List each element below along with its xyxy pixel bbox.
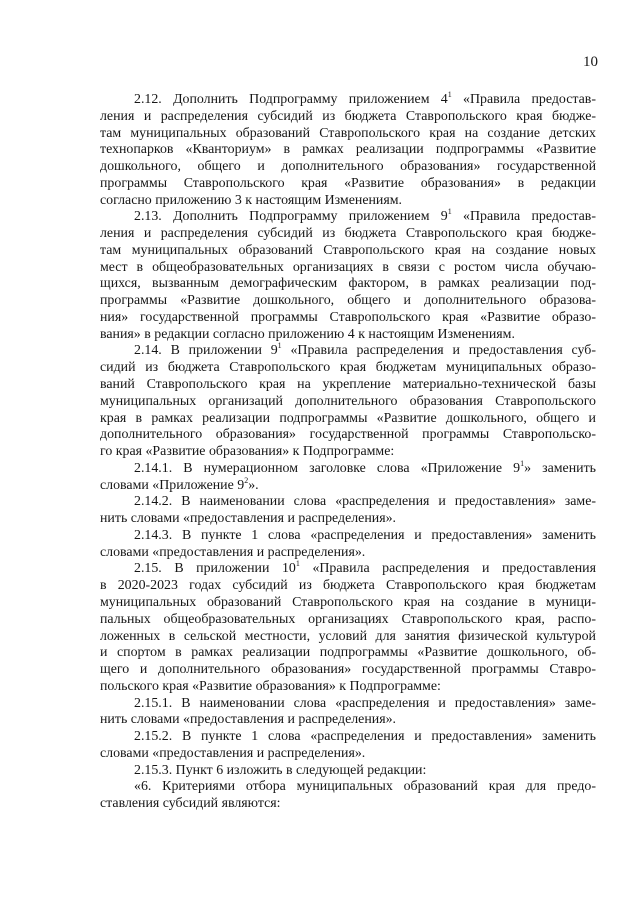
superscript: 1 [447, 90, 452, 99]
text-segment: согласно приложению 3 к настоящим Изменениям. [100, 192, 403, 208]
text-segment: 2.14.3. В пункте 1 слова «распределения и предоставления» заменить [134, 527, 596, 543]
text-segment: 2.12. Дополнить Подпрограмму приложением 4 [134, 92, 448, 107]
text-line [100, 679, 596, 696]
text-line [100, 260, 596, 277]
text-segment: 2.15. В приложении 10 [134, 561, 296, 577]
text-line [100, 629, 596, 646]
text-line [100, 109, 596, 126]
text-line [100, 92, 596, 109]
text-segment: «Правила распределения и предоставления суб- [281, 343, 596, 359]
text-line [100, 226, 596, 243]
text-segment: го края «Развитие образования» к Подпрограмме: [100, 444, 395, 460]
text-line [100, 142, 596, 159]
text-segment: ления и распределения субсидий из бюджета Ставропольского края бюдже- [100, 108, 596, 124]
text-segment: ния» государственной программы Ставропольского края «Развитие образо- [100, 309, 596, 325]
text-segment: и спортом в рамках реализации подпрограммы «Развитие дошкольного, об- [100, 645, 596, 661]
text-line [100, 779, 596, 796]
text-line [100, 545, 596, 562]
text-segment: щего и дополнительного образования» государственной программы Ставро- [100, 662, 596, 678]
text-segment: «Правила предостав- [451, 92, 596, 107]
text-segment: дополнительного образования» государственной программы Ставропольско- [100, 427, 596, 443]
text-segment: нить словами «предоставления и распределения». [100, 712, 397, 728]
superscript: 1 [447, 207, 452, 217]
text-line [100, 595, 596, 612]
text-line [100, 343, 596, 360]
text-line [100, 662, 596, 679]
document-body [100, 92, 596, 813]
text-segment: ставления субсидий являются: [100, 796, 281, 812]
text-segment: «6. Критериями отбора муниципальных образований края для предо- [134, 779, 596, 795]
text-line [100, 612, 596, 629]
text-segment: там муниципальных образований Ставропольского края на создание новых [100, 242, 596, 258]
text-line [100, 377, 596, 394]
text-line [100, 293, 596, 310]
text-line [100, 458, 596, 478]
text-segment: щихся, вызванным демографическим фактором, в рамках реализации под- [100, 276, 596, 292]
text-segment: «Правила предостав- [451, 209, 596, 225]
text-segment: словами «Приложение 9 [100, 477, 245, 493]
text-line [100, 209, 596, 226]
text-segment: 2.15.1. В наименовании слова «распределения и предоставления» заме- [134, 695, 596, 711]
text-segment: муниципальных организаций дополнительного образования Ставропольского [100, 393, 596, 409]
text-line [100, 561, 596, 578]
text-segment: ложенных в сельской местности, условий для занятия физической культурой [100, 628, 596, 644]
page-number: 10 [583, 54, 598, 70]
text-segment: словами «предоставления и распределения». [100, 544, 366, 560]
text-segment: программы «Развитие дошкольного, общего и дополнительного образова- [100, 293, 596, 309]
text-line [100, 763, 596, 780]
text-segment: мест в общеобразовательных организациях в связи с ростом числа обучаю- [100, 259, 596, 275]
text-segment: ваний Ставропольского края на укрепление материально-технической базы [100, 377, 596, 393]
text-segment: 2.15.3. Пункт 6 изложить в следующей редакции: [134, 762, 427, 778]
superscript: 1 [520, 458, 525, 468]
text-line [100, 276, 596, 293]
text-segment: ». [248, 477, 259, 493]
text-segment: там муниципальных образований Ставропольского края на создание детских [100, 125, 596, 141]
text-segment: 2.14.2. В наименовании слова «распределения и предоставления» заме- [134, 494, 596, 510]
text-segment: технопарков «Кванториум» в рамках реализации подпрограммы «Развитие [100, 142, 596, 158]
text-segment: в 2020-2023 годах субсидий из бюджета Ставропольского края бюджетам [100, 578, 596, 594]
text-segment: программы Ставропольского края «Развитие образования» в редакции [100, 175, 596, 191]
text-segment: края в рамках реализации подпрограммы «Развитие дошкольного, общего и [100, 410, 596, 426]
text-segment: » заменить [524, 460, 596, 476]
text-line [100, 494, 596, 511]
text-segment: 2.14. В приложении 9 [134, 343, 278, 359]
text-line [100, 176, 596, 193]
text-line [100, 796, 596, 813]
text-segment: нить словами «предоставления и распределения». [100, 511, 397, 527]
text-line [100, 696, 596, 713]
text-line [100, 475, 596, 495]
text-line [100, 411, 596, 428]
text-line [100, 712, 596, 729]
superscript: 1 [277, 341, 282, 351]
text-line [100, 126, 596, 143]
text-segment: ления и распределения субсидий из бюджета Ставропольского края бюдже- [100, 226, 596, 242]
text-segment: 2.13. Дополнить Подпрограмму приложением 9 [134, 209, 448, 225]
text-line [100, 427, 596, 444]
text-segment: 2.15.2. В пункте 1 слова «распределения и предоставления» заменить [134, 729, 596, 745]
text-line [100, 511, 596, 528]
text-line [100, 360, 596, 377]
text-segment: сидий из бюджета Ставропольского края бюджетам муниципальных образо- [100, 360, 596, 376]
text-line [100, 729, 596, 746]
superscript: 2 [244, 475, 249, 485]
text-segment: 2.14.1. В нумерационном заголовке слова «Приложение 9 [134, 460, 521, 476]
text-line [100, 578, 596, 595]
text-segment: вания» в редакции согласно приложению 4 к настоящим Изменениям. [100, 326, 515, 342]
text-segment: муниципальных образований Ставропольского края на создание в муници- [100, 594, 596, 610]
text-line [100, 645, 596, 662]
text-segment: «Правила распределения и предоставления [299, 561, 596, 577]
text-segment: словами «предоставления и распределения». [100, 745, 366, 761]
text-line [100, 746, 596, 763]
text-line [100, 310, 596, 327]
text-segment: дошкольного, общего и дополнительного образования» государственной [100, 159, 596, 175]
text-line [100, 327, 596, 344]
superscript: 1 [295, 559, 300, 569]
text-segment: пальных общеобразовательных организациях Ставропольского края, распо- [100, 611, 596, 627]
text-segment: польского края «Развитие образования» к Подпрограмме: [100, 678, 441, 694]
text-line [100, 394, 596, 411]
text-line [100, 193, 596, 210]
text-line [100, 528, 596, 545]
text-line [100, 159, 596, 176]
text-line [100, 243, 596, 260]
